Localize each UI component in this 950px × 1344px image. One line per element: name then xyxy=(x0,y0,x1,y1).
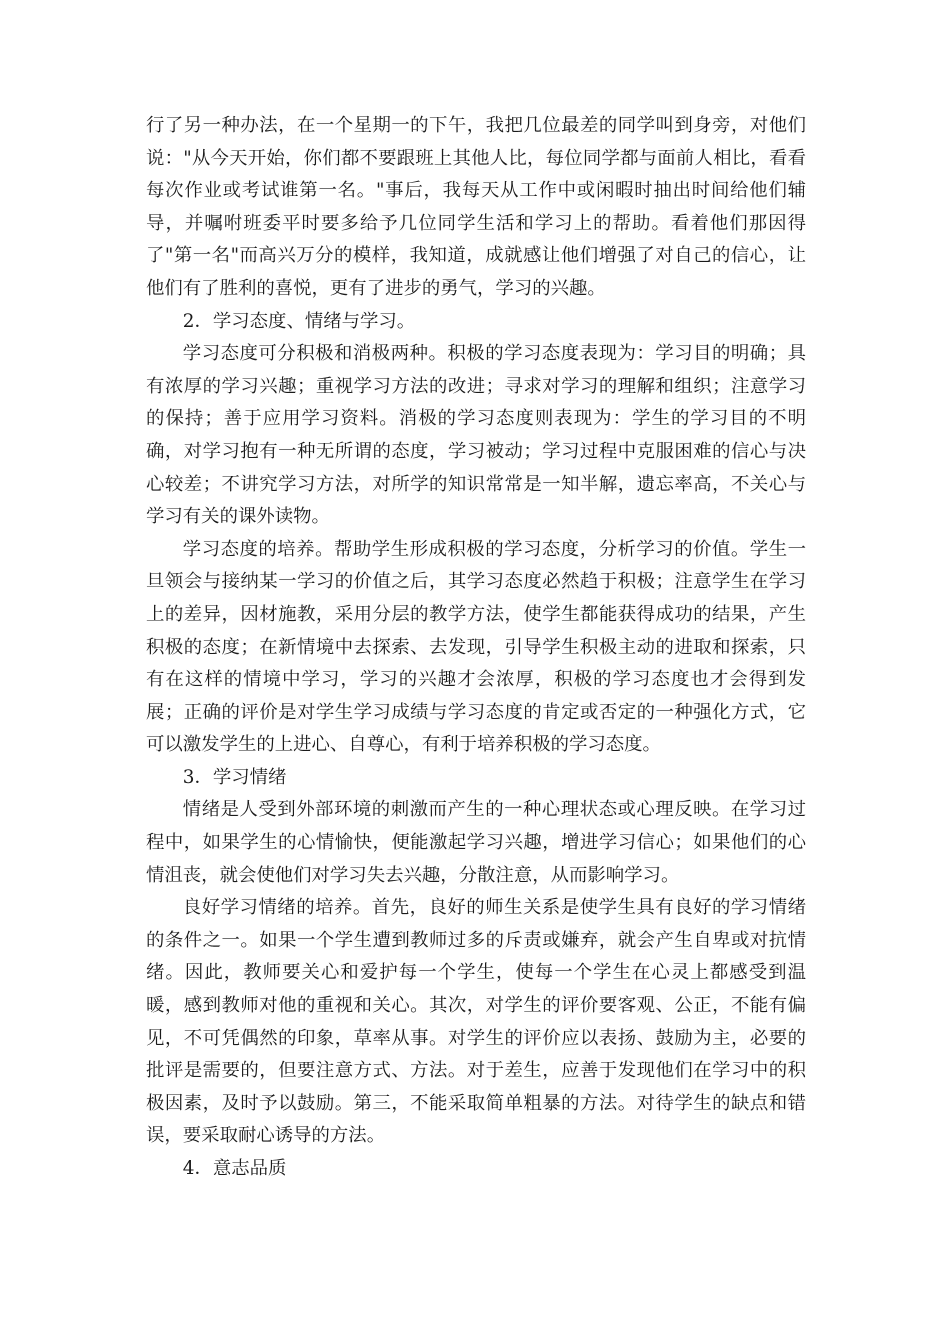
paragraph-emotion-definition: 情绪是人受到外部环境的刺激而产生的一种心理状态或心理反映。在学习过程中，如果学生的心情愉快，便能激起学习兴趣，增进学习信心；如果他们的心情沮丧，就会使他们对学习失去兴趣，分散注意，从而影响学习。 xyxy=(146,799,806,886)
section-heading-will-quality: 4．意志品质 xyxy=(182,1158,287,1179)
paragraph-attitude-types: 学习态度可分积极和消极两种。积极的学习态度表现为：学习目的明确；具有浓厚的学习兴趣；重视学习方法的改进；寻求对学习的理解和组织；注意学习的保持；善于应用学习资料。消极的学习态度则表现为：学生的学习目的不明确，对学习抱有一种无所谓的态度，学习被动；学习过程中克服困难的信心与决心较差；不讲究学习方法，对所学的知识常常是一知半解，遗忘率高，不关心与学习有关的课外读物。 xyxy=(146,343,806,528)
paragraph-attitude-cultivation: 学习态度的培养。帮助学生形成积极的学习态度，分析学习的价值。学生一旦领会与接纳某一学习的价值之后，其学习态度必然趋于积极；注意学生在学习上的差异，因材施教，采用分层的教学方法，使学生都能获得成功的结果，产生积极的态度；在新情境中去探索、去发现，引导学生积极主动的进取和探索，只有在这样的情境中学习，学习的兴趣才会浓厚，积极的学习态度也才会得到发展；正确的评价是对学生学习成绩与学习态度的肯定或否定的一种强化方式，它可以激发学生的上进心、自尊心，有利于培养积极的学习态度。 xyxy=(146,538,806,756)
section-heading-learning-attitude: 2．学习态度、情绪与学习。 xyxy=(182,310,416,332)
section-heading-learning-emotion: 3．学习情绪 xyxy=(182,766,287,788)
document-body xyxy=(146,110,806,1186)
paragraph-continuation: 行了另一种办法，在一个星期一的下午，我把几位最差的同学叫到身旁，对他们说："从今天开始，你们都不要跟班上其他人比，每位同学都与面前人相比，看看每次作业或考试谁第一名。"事后，我每天从工作中或闲暇时抽出时间给他们辅导，并嘱咐班委平时要多给予几位同学生活和学习上的帮助。看着他们那因得了"第一名"而高兴万分的模样，我知道，成就感让他们增强了对自己的信心，让他们有了胜利的喜悦，更有了进步的勇气，学习的兴趣。 xyxy=(146,115,806,299)
paragraph-emotion-cultivation: 良好学习情绪的培养。首先，良好的师生关系是使学生具有良好的学习情绪的条件之一。如果一个学生遭到教师过多的斥责或嫌弃，就会产生自卑或对抗情绪。因此，教师要关心和爱护每一个学生，使每一个学生在心灵上都感受到温暖，感到教师对他的重视和关心。其次，对学生的评价要客观、公正，不能有偏见，不可凭偶然的印象，草率从事。对学生的评价应以表扬、鼓励为主，必要的批评是需要的，但要注意方式、方法。对于差生，应善于发现他们在学习中的积极因素，及时予以鼓励。第三，不能采取简单粗暴的方法。对待学生的缺点和错误，要采取耐心诱导的方法。 xyxy=(146,897,806,1147)
